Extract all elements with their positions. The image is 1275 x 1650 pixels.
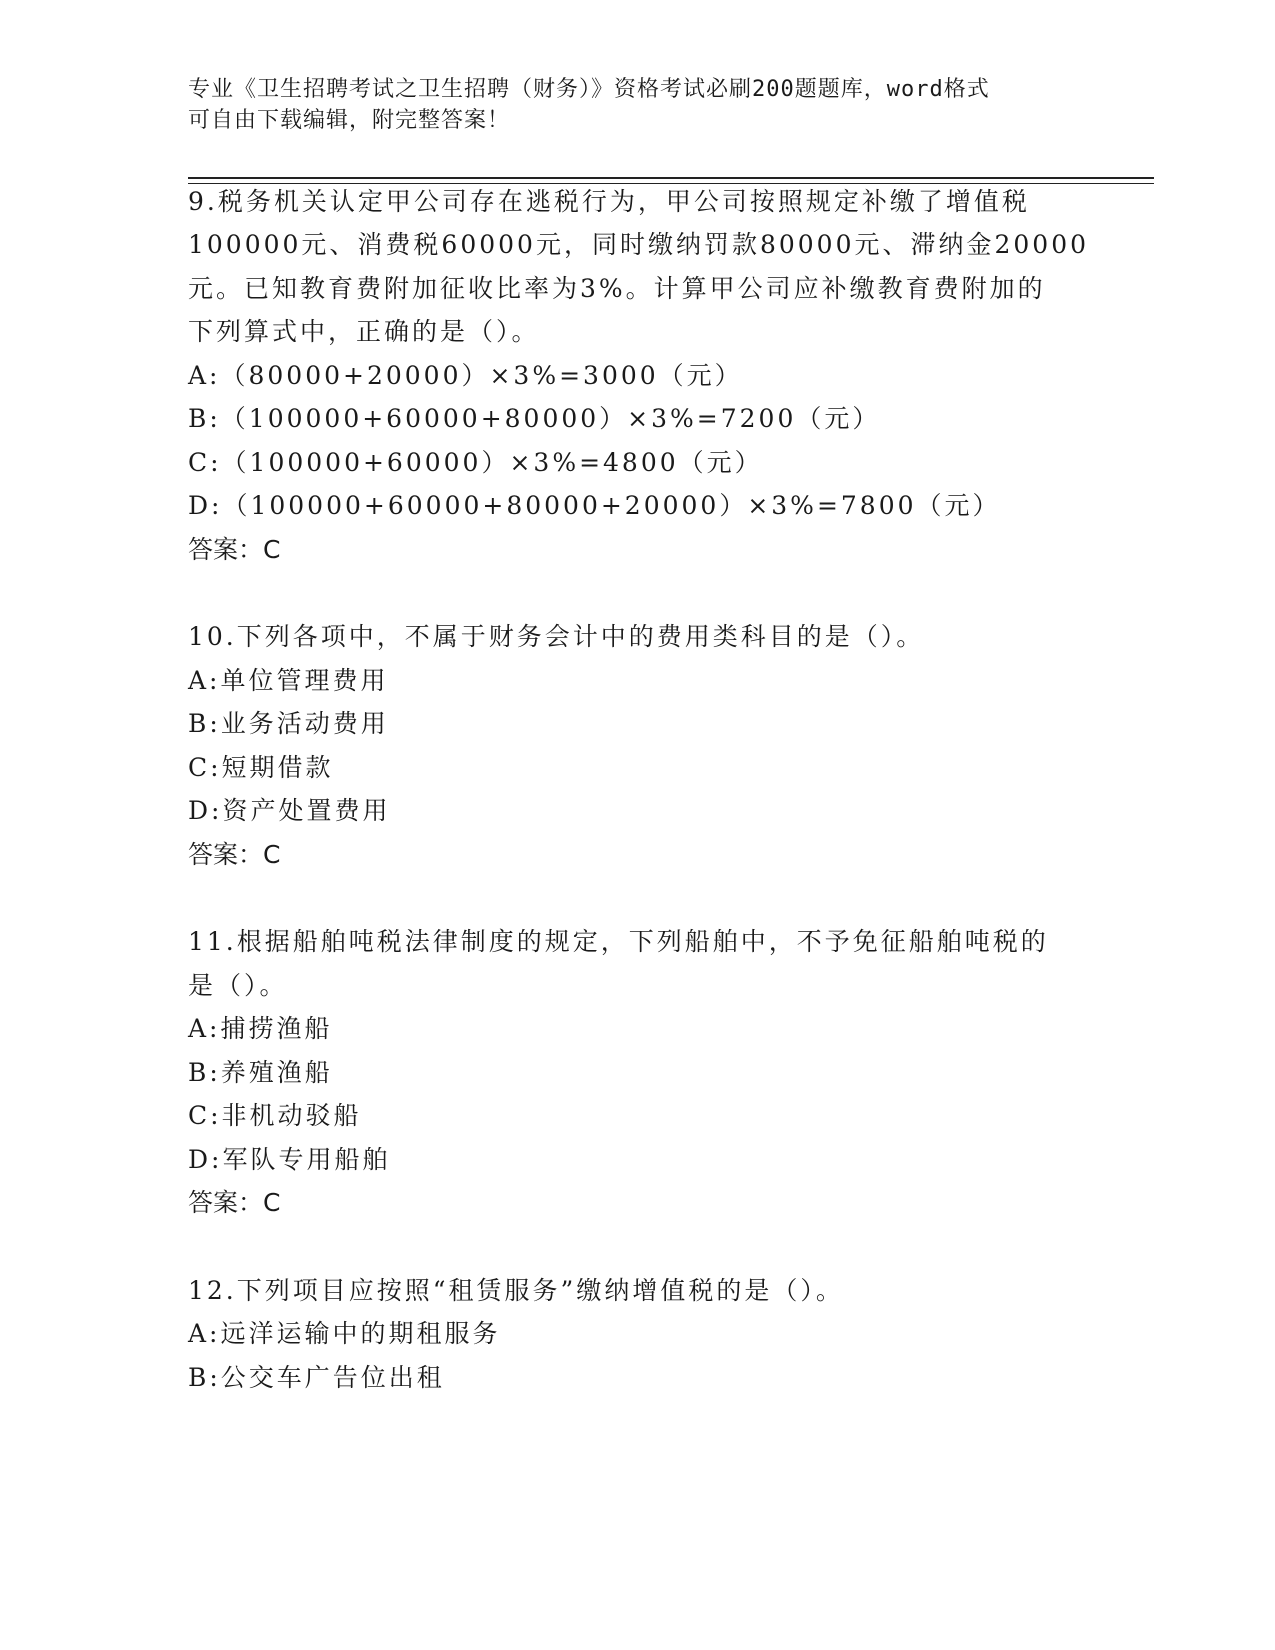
header-line-1: 专业《卫生招聘考试之卫生招聘（财务）》资格考试必刷200题题库，word格式 (188, 77, 990, 102)
question-11-option-c: C:非机动驳船 (188, 1101, 362, 1130)
question-9-stem-line-3: 元。已知教育费附加征收比率为3%。计算甲公司应补缴教育费附加的 (188, 274, 1046, 303)
question-11-stem-line-1: 11.根据船舶吨税法律制度的规定，下列船舶中，不予免征船舶吨税的 (188, 927, 1049, 956)
question-11-option-d: D:军队专用船舶 (188, 1145, 391, 1174)
question-9-stem-line-2: 100000元、消费税60000元，同时缴纳罚款80000元、滞纳金20000 (188, 230, 1090, 259)
question-10-answer: 答案：C (188, 840, 281, 869)
question-9-option-a: A:（80000+20000）×3%=3000（元） (188, 361, 743, 390)
question-11-answer: 答案：C (188, 1188, 281, 1217)
question-9-option-c: C:（100000+60000）×3%=4800（元） (188, 448, 763, 477)
question-9-stem-line-1: 9.税务机关认定甲公司存在逃税行为，甲公司按照规定补缴了增值税 (188, 187, 1030, 216)
question-10-option-d: D:资产处置费用 (188, 796, 391, 825)
document-header (188, 74, 1088, 136)
question-12-stem-line-1: 12.下列项目应按照“租赁服务”缴纳增值税的是（）。 (188, 1276, 844, 1305)
question-10-option-c: C:短期借款 (188, 753, 334, 782)
question-12-option-b: B:公交车广告位出租 (188, 1363, 445, 1392)
question-9-answer: 答案：C (188, 535, 281, 564)
header-line-2: 可自由下载编辑，附完整答案！ (188, 108, 511, 133)
question-10-option-b: B:业务活动费用 (188, 709, 389, 738)
question-9-option-b: B:（100000+60000+80000）×3%=7200（元） (188, 404, 881, 433)
question-11-option-a: A:捕捞渔船 (188, 1014, 333, 1043)
question-11-stem-line-2: 是（）。 (188, 971, 288, 1000)
header-divider-thin (188, 183, 1154, 184)
question-10-stem-line-1: 10.下列各项中，不属于财务会计中的费用类科目的是（）。 (188, 622, 925, 651)
question-9-stem-line-4: 下列算式中，正确的是（）。 (188, 317, 540, 346)
question-9-option-d: D:（100000+60000+80000+20000）×3%=7800（元） (188, 491, 1001, 520)
question-11-option-b: B:养殖渔船 (188, 1058, 333, 1087)
question-10-option-a: A:单位管理费用 (188, 666, 389, 695)
header-divider-thick (188, 177, 1154, 179)
question-12-option-a: A:远洋运输中的期租服务 (188, 1319, 501, 1348)
